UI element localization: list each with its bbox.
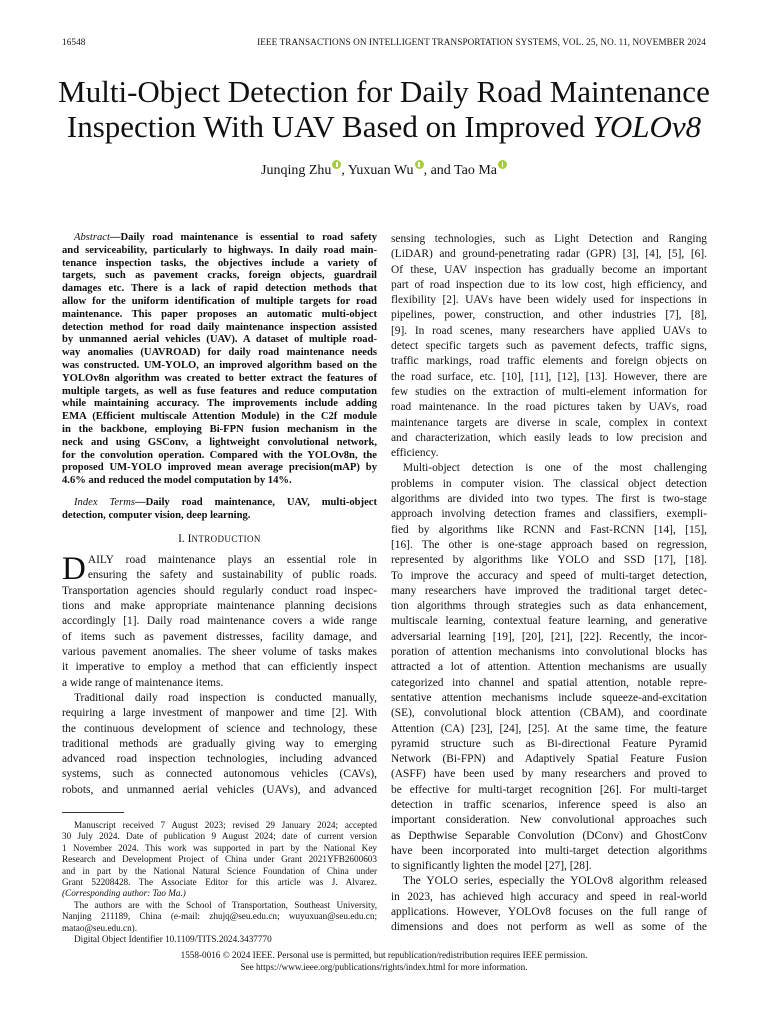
body-line: multiscale learning, contextual feature learning, and generative	[391, 615, 707, 628]
right-paragraph-3	[391, 874, 707, 935]
body-line: sensing technologies, such as Light Detection and Ranging	[391, 233, 707, 245]
rights-link[interactable]: See https://www.ieee.org/publications/rights/index.html for more information.	[240, 961, 528, 972]
body-line: the road surface, etc. [10], [11], [12], [13]. However, there are	[391, 370, 707, 383]
body-line: ensuring the safety and sustainability of public roads.	[87, 569, 377, 582]
abstract-line: YOLOv8n algorithm was created to better extract the features of	[62, 372, 377, 384]
body-line: Of these, UAV inspection has gradually become an important	[391, 263, 707, 276]
abstract-line: allow for the uniform identification of multiple targets for road	[62, 295, 377, 307]
abstract-line: detection method for road daily maintenance inspection assisted	[62, 321, 377, 333]
body-line: Attention (CA) [23], [24], [25]. At the same time, the feature	[391, 722, 707, 735]
orcid-icon[interactable]	[498, 160, 507, 169]
body-line: categorized into channel and spatial attention, notable repre-	[391, 676, 707, 689]
body-line: Traditional daily road inspection is conducted manually,	[74, 691, 377, 704]
body-line: traditional methods are gradually giving way to emerging	[62, 737, 377, 750]
abstract-line: was constructed. UM-YOLO, an improved algorithm based on the	[62, 359, 377, 371]
body-line: (LiDAR) and ground-penetrating radar (GPR) [3], [4], [5], [6].	[391, 248, 707, 261]
footnote-line: and in part by the National Natural Science Foundation of China under	[62, 865, 377, 876]
body-line: various pavement anomalies. The sheer volume of tasks makes	[62, 646, 377, 659]
footnote-line: Manuscript received 7 August 2023; revised 29 January 2024; accepted	[74, 820, 377, 830]
abstract-line: way anomalies (UAVROAD) for daily road maintenance needs	[62, 347, 377, 359]
body-line: poration of attention mechanisms into convolutional blocks has	[391, 646, 707, 659]
body-line: Transportation agencies should regularly conduct road inspec-	[62, 584, 377, 597]
body-line: algorithms are divided into two types. The first is two-stage	[391, 493, 707, 506]
title-line-2: Inspection With UAV Based on Improved YOLOv8	[66, 109, 702, 144]
index-terms-line: detection, computer vision, deep learning.	[62, 509, 251, 521]
body-line: (ASFF) have been used by many researchers and proved to	[391, 768, 707, 781]
body-line: as Depthwise Separable Convolution (DConv) and GhostConv	[391, 829, 707, 842]
abstract-line: Abstract—Daily road maintenance is essential to road safety	[74, 232, 377, 243]
body-line: to significantly lighten the model [27], [28].	[391, 860, 592, 873]
doi-line[interactable]: Digital Object Identifier 10.1109/TITS.2024.3437770	[74, 934, 272, 945]
body-line: approach involving detection frames and classifiers, exempli-	[391, 508, 707, 521]
body-line: (SE), convolutional block attention (CBAM), and coordinate	[391, 707, 707, 720]
abstract-line: EMA (Efficient multiscale Attention Module) in the C2f module	[62, 411, 377, 423]
body-line: accordingly [1]. Daily road maintenance covers a wide range	[62, 615, 377, 628]
body-line: To improve the accuracy and speed of multi-target detection,	[391, 569, 707, 582]
abstract-line: maintenance. This paper proposes an automatic multi-object	[62, 308, 377, 320]
drop-cap: D	[62, 550, 86, 587]
body-line: road maintenance. In the road pictures taken by UAVs, road	[391, 401, 707, 414]
abstract-line: neck and using GSConv, a lightweight convolutional network,	[62, 436, 377, 448]
page-number: 16548	[62, 37, 86, 47]
body-line: advanced road inspection technologies, including advanced	[62, 753, 377, 766]
body-line: have been incorporated into multi-target detection algorithms	[391, 844, 707, 857]
body-line: traffic markings, road traffic elements and foreign objects on	[391, 355, 707, 368]
right-paragraph-1	[391, 232, 707, 461]
footnote-line: 1 November 2024. This work was supported in part by the National Key	[62, 842, 377, 853]
right-paragraph-2	[391, 461, 707, 874]
title-line-1: Multi-Object Detection for Daily Road Maintenance	[58, 74, 710, 109]
abstract-line: and serviceability, particularly to highways. In daily road main-	[62, 244, 377, 256]
body-line: the continuous development of science and technology, these	[62, 722, 377, 735]
body-line: [9]. In road scenes, many researchers have applied UAVs to	[391, 324, 707, 337]
copyright-line: 1558-0016 © 2024 IEEE. Personal use is permitted, but republication/redistribution requires IEEE permission.	[180, 950, 588, 960]
body-line: detect specific targets such as pavement defects, traffic signs,	[391, 340, 707, 353]
body-line: flexibility [2]. UAVs have been widely used for inspections in	[391, 294, 707, 307]
body-line: requiring a large investment of manpower and time [2]. With	[62, 707, 377, 720]
footnote-line: Nanjing 211189, China (e-mail: zhujq@seu.edu.cn; wuyuxuan@seu.edu.cn;	[62, 911, 377, 922]
body-line: of items such as pavement distresses, facility damage, and	[62, 630, 377, 643]
body-line: efficiency.	[391, 447, 439, 460]
body-line: many researchers have improved the traditional target detec-	[391, 584, 707, 597]
body-line: robots, and unmanned aerial vehicles (UAVs), and advanced	[62, 783, 377, 796]
body-line: represented by algorithms like YOLO and SSD [17], [18].	[391, 554, 707, 567]
body-line: Multi-object detection is one of the most challenging	[403, 462, 707, 475]
right-column	[391, 232, 707, 936]
body-line: be effective for multi-target recognition [26]. For multi-target	[391, 783, 707, 796]
abstract-line: multiple targets, as well as fuse features and reduce computation	[62, 385, 377, 397]
body-line: maintenance targets are diverse in scale, complex in context	[391, 416, 707, 429]
body-line: pyramid structure such as Bi-directional Feature Pyramid	[391, 737, 707, 750]
footnote-line: The authors are with the School of Transportation, Southeast University,	[74, 899, 377, 910]
abstract-line: while maintaining accuracy. The improvements include adding	[62, 398, 377, 410]
body-line: dimensions and does not perform as well as some of the	[391, 921, 707, 934]
abstract-line: in the backbone, employing Bi-FPN fusion mechanism in the	[62, 423, 377, 435]
body-line: tion algorithms through strategies such as data enhancement,	[391, 600, 707, 613]
body-line: important consideration. New convolutional approaches such	[391, 814, 707, 827]
body-line: fied by algorithms like RCNN and Fast-RCNN [14], [15],	[391, 523, 707, 536]
footnote-line: Research and Development Project of China under Grant 2021YFB2600603	[62, 854, 377, 865]
abstract-line: for the convolution operation. Compared with the YOLOv8n, the	[62, 449, 377, 461]
footnote-line: matao@seu.edu.cn).	[62, 922, 138, 933]
footnote-line: Grant 52208428. The Associate Editor for this article was J. Alvarez.	[62, 877, 377, 888]
body-line: part of road inspection due to its low cost, high efficiency, and	[391, 278, 707, 291]
abstract-line: 4.6% and reduced the model computation by 14%.	[62, 475, 292, 487]
abstract-line: damages etc. There is a lack of rapid detection methods that	[62, 283, 377, 295]
body-line: a wide range of maintenance items.	[62, 676, 224, 689]
author-name: Junqing Zhu	[261, 163, 332, 178]
body-line: and characterization, which easily leads to low precision and	[391, 431, 707, 444]
author-name: Tao Ma	[454, 163, 497, 178]
body-line: detection in traffic scenarios, inference speed is also an	[391, 798, 707, 811]
abstract-line: proposed UM-YOLO improved mean average precision(mAP) by	[62, 462, 377, 474]
author-list: Junqing Zhu , Yuxuan Wu , and Tao Ma	[0, 160, 768, 179]
body-line: problems in computer vision. The classical object detection	[391, 477, 707, 490]
orcid-icon[interactable]	[415, 160, 424, 169]
footnotes	[62, 820, 377, 945]
body-line: pipelines, power, construction, and other industries [7], [8],	[391, 309, 707, 322]
body-line: it imperative to employ a method that can efficiently inspect	[62, 661, 377, 674]
body-line: attracted a lot of attention. Attention mechanisms are usually	[391, 661, 707, 674]
body-line: AILY road maintenance plays an essential role in	[87, 553, 377, 566]
body-line: sentative attention mechanisms include squeeze-and-excitation	[391, 691, 707, 704]
body-line: Network (Bi-FPN) and Adaptively Spatial Feature Fusion	[391, 753, 707, 766]
abstract	[62, 232, 377, 523]
left-column	[62, 232, 377, 798]
intro-paragraph-2	[62, 691, 377, 798]
copyright-footer	[0, 950, 768, 973]
body-line: adversarial learning [19], [20], [21], [22]. Recently, the incor-	[391, 630, 707, 643]
body-line: in 2023, has achieved high accuracy and speed in real-world	[391, 890, 707, 903]
abstract-line: tenance inspection tasks, the objectives include a variety of	[62, 257, 377, 269]
body-line: applications. However, YOLOv8 focuses on the full range of	[391, 906, 707, 919]
footnote-line: (Corresponding author: Tao Ma.)	[62, 888, 186, 899]
body-line: The YOLO series, especially the YOLOv8 algorithm released	[403, 875, 707, 888]
body-line: [16]. The other is one-stage approach based on regression,	[391, 538, 707, 551]
running-header	[62, 37, 706, 51]
abstract-line: by unmanned aerial vehicles (UAV). A dataset of multiple road-	[62, 334, 377, 346]
intro-paragraph-1	[62, 550, 377, 691]
body-line: tions and make appropriate maintenance planning decisions	[62, 600, 377, 613]
index-terms-line: Index Terms—Daily road maintenance, UAV, multi-object	[74, 496, 377, 508]
section-heading: I. INTRODUCTION	[178, 532, 261, 545]
body-line: systems, such as connected autonomous vehicles (CAVs),	[62, 768, 377, 781]
footnote-line: 30 July 2024. Date of publication 9 August 2024; date of current version	[62, 831, 377, 842]
journal-name: IEEE TRANSACTIONS ON INTELLIGENT TRANSPORTATION SYSTEMS, VOL. 25, NO. 11, NOVEMBER 2024	[257, 37, 706, 47]
body-line: few studies on the extraction of multi-element information for	[391, 385, 707, 398]
paper-title	[40, 74, 728, 144]
author-name: Yuxuan Wu	[347, 163, 414, 178]
footnote-rule	[62, 812, 124, 813]
abstract-line: targets, such as pavement cracks, foreign objects, guardrail	[62, 270, 377, 282]
